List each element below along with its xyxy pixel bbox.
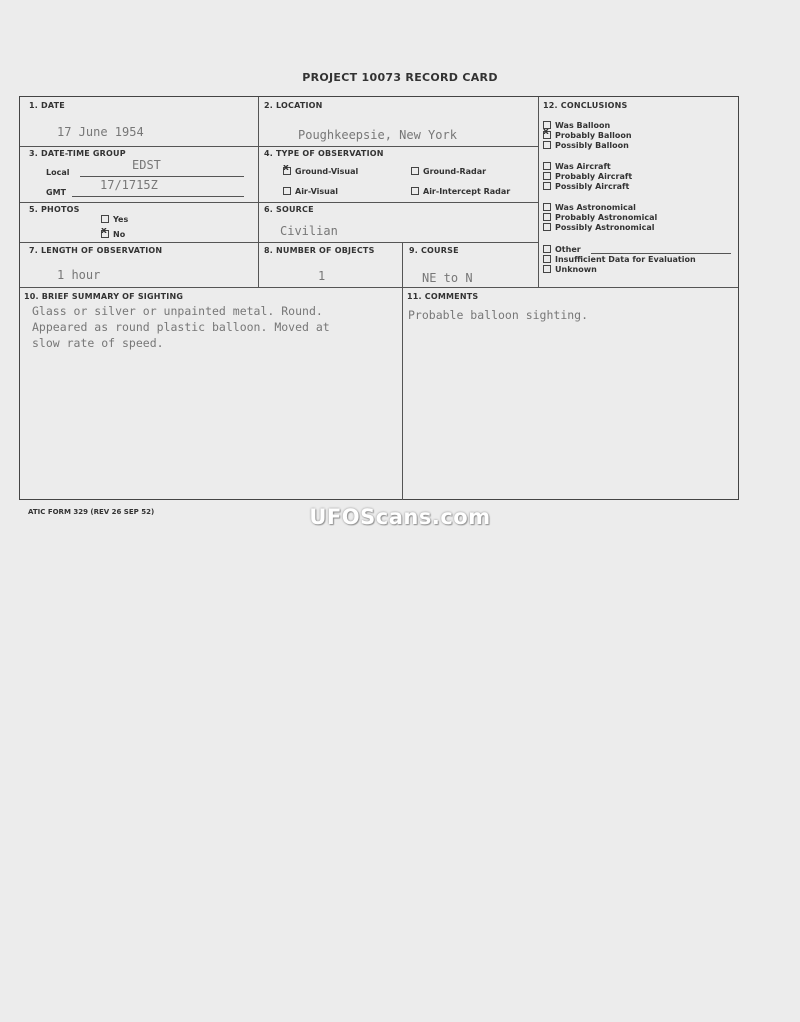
checkbox-checked-icon — [101, 230, 109, 238]
conclusion-probably-astronomical[interactable]: Probably Astronomical — [543, 213, 657, 223]
record-card — [19, 96, 739, 500]
conclusion-was-aircraft[interactable]: Was Aircraft — [543, 162, 611, 172]
divider — [538, 97, 539, 287]
option-ground-radar[interactable]: Ground-Radar — [411, 167, 486, 177]
checkbox-checked-icon — [543, 131, 551, 139]
gmt-underline — [72, 196, 244, 197]
comments-label: 11. COMMENTS — [407, 292, 479, 301]
objects-value: 1 — [318, 269, 326, 283]
divider — [20, 242, 538, 243]
local-value: EDST — [132, 158, 161, 172]
course-label: 9. COURSE — [409, 246, 459, 255]
form-footer: ATIC FORM 329 (REV 26 SEP 52) — [28, 508, 155, 516]
checkbox-icon — [543, 245, 551, 253]
option-ground-visual[interactable]: xGround-Visual — [283, 167, 358, 177]
length-label: 7. LENGTH OF OBSERVATION — [29, 246, 163, 255]
checkbox-icon — [411, 167, 419, 175]
divider — [258, 97, 259, 287]
checkbox-icon — [543, 162, 551, 170]
conclusion-probably-balloon[interactable]: xProbably Balloon — [543, 131, 632, 141]
conclusion-was-astronomical[interactable]: Was Astronomical — [543, 203, 636, 213]
conclusions-label: 12. CONCLUSIONS — [543, 101, 628, 110]
conclusion-was-balloon[interactable]: Was Balloon — [543, 121, 610, 131]
card-title: PROJECT 10073 RECORD CARD — [302, 71, 498, 84]
checkbox-icon — [411, 187, 419, 195]
summary-label: 10. BRIEF SUMMARY OF SIGHTING — [24, 292, 184, 301]
observation-type-label: 4. TYPE OF OBSERVATION — [264, 149, 384, 158]
divider — [20, 146, 538, 147]
date-value: 17 June 1954 — [57, 125, 144, 139]
conclusion-unknown[interactable]: Unknown — [543, 265, 597, 275]
summary-line: Appeared as round plastic balloon. Moved at — [32, 320, 330, 334]
local-label: Local — [46, 168, 70, 177]
local-underline — [80, 176, 244, 177]
photos-yes-option[interactable]: Yes — [101, 215, 128, 225]
checkbox-icon — [543, 172, 551, 180]
length-value: 1 hour — [57, 268, 101, 282]
conclusion-insufficient-data[interactable]: Insufficient Data for Evaluation — [543, 255, 696, 265]
divider — [20, 202, 538, 203]
watermark: UFOScans.com — [309, 505, 491, 529]
conclusion-probably-aircraft[interactable]: Probably Aircraft — [543, 172, 632, 182]
option-air-visual[interactable]: Air-Visual — [283, 187, 338, 197]
location-label: 2. LOCATION — [264, 101, 323, 110]
gmt-label: GMT — [46, 188, 66, 197]
conclusion-possibly-aircraft[interactable]: Possibly Aircraft — [543, 182, 629, 192]
checkbox-checked-icon — [283, 167, 291, 175]
divider — [402, 242, 403, 500]
photos-no-option[interactable]: xNo — [101, 230, 125, 240]
checkbox-icon — [543, 141, 551, 149]
divider — [20, 287, 738, 288]
summary-line: Glass or silver or unpainted metal. Round. — [32, 304, 323, 318]
checkbox-icon — [283, 187, 291, 195]
checkbox-icon — [543, 255, 551, 263]
checkbox-icon — [543, 182, 551, 190]
conclusion-other[interactable]: Other — [543, 245, 581, 255]
checkbox-icon — [543, 213, 551, 221]
photos-label: 5. PHOTOS — [29, 205, 80, 214]
checkbox-icon — [543, 223, 551, 231]
other-underline — [591, 253, 731, 254]
gmt-value: 17/1715Z — [100, 178, 158, 192]
checkbox-icon — [101, 215, 109, 223]
conclusion-possibly-astronomical[interactable]: Possibly Astronomical — [543, 223, 654, 233]
option-air-intercept-radar[interactable]: Air-Intercept Radar — [411, 187, 510, 197]
datetime-label: 3. DATE-TIME GROUP — [29, 149, 126, 158]
checkbox-icon — [543, 265, 551, 273]
checkbox-icon — [543, 203, 551, 211]
source-label: 6. SOURCE — [264, 205, 314, 214]
source-value: Civilian — [280, 224, 338, 238]
course-value: NE to N — [422, 271, 473, 285]
date-label: 1. DATE — [29, 101, 65, 110]
conclusion-possibly-balloon[interactable]: Possibly Balloon — [543, 141, 629, 151]
comments-value: Probable balloon sighting. — [408, 308, 589, 322]
objects-label: 8. NUMBER OF OBJECTS — [264, 246, 375, 255]
summary-line: slow rate of speed. — [32, 336, 164, 350]
location-value: Poughkeepsie, New York — [298, 128, 457, 142]
